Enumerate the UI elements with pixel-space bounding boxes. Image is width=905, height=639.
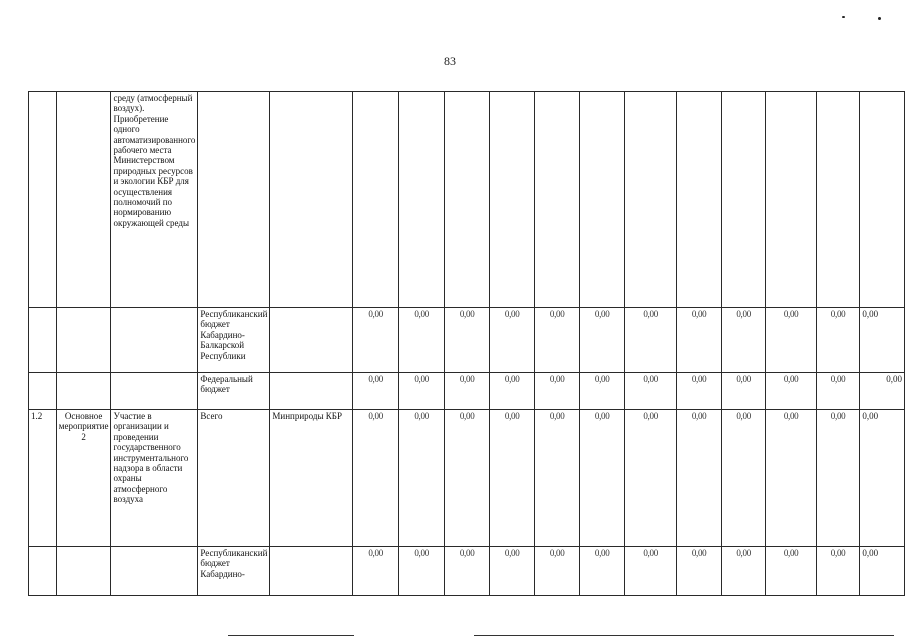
table-row	[29, 308, 905, 373]
value-cell	[721, 92, 766, 308]
value-cell: 0,00	[624, 410, 676, 547]
funding-source-cell: Федеральный бюджет	[198, 373, 270, 410]
name-cell	[111, 547, 198, 596]
value-cell: 0,00	[352, 547, 398, 596]
footer-rule	[228, 635, 354, 636]
value-cell: 0,00	[721, 373, 766, 410]
value-cell: 0,00	[721, 308, 766, 373]
page-number: 83	[444, 54, 456, 68]
value-cell: 0,00	[444, 373, 490, 410]
value-cell: 0,00	[490, 308, 535, 373]
scan-speck	[878, 17, 881, 20]
row-number-cell	[29, 92, 57, 308]
total-cell: 0,00	[860, 410, 905, 547]
value-cell: 0,00	[580, 410, 625, 547]
value-cell: 0,00	[352, 410, 398, 547]
value-cell: 0,00	[766, 410, 816, 547]
value-cell: 0,00	[399, 547, 445, 596]
funding-source-cell: Республиканский бюджет Кабардино-	[198, 547, 270, 596]
value-cell	[624, 92, 676, 308]
total-cell	[860, 92, 905, 308]
row-number-cell: 1.2	[29, 410, 57, 547]
value-cell: 0,00	[352, 308, 398, 373]
value-cell: 0,00	[766, 547, 816, 596]
value-cell: 0,00	[534, 308, 580, 373]
table-row	[29, 410, 905, 547]
value-cell: 0,00	[444, 410, 490, 547]
value-cell: 0,00	[534, 410, 580, 547]
table-row	[29, 547, 905, 596]
funding-source-cell: Всего	[198, 410, 270, 547]
value-cell: 0,00	[624, 308, 676, 373]
value-cell: 0,00	[816, 373, 860, 410]
table-row	[29, 373, 905, 410]
value-cell	[580, 92, 625, 308]
table-row	[29, 92, 905, 308]
name-cell	[111, 373, 198, 410]
value-cell: 0,00	[490, 373, 535, 410]
value-cell: 0,00	[399, 373, 445, 410]
value-cell: 0,00	[534, 373, 580, 410]
value-cell: 0,00	[580, 373, 625, 410]
value-cell: 0,00	[677, 373, 722, 410]
value-cell	[766, 92, 816, 308]
value-cell: 0,00	[534, 547, 580, 596]
value-cell: 0,00	[816, 410, 860, 547]
budget-table	[28, 91, 905, 596]
value-cell: 0,00	[721, 410, 766, 547]
scan-speck	[842, 16, 845, 18]
status-cell	[56, 547, 111, 596]
value-cell: 0,00	[766, 373, 816, 410]
status-cell: Основное мероприятие 2	[56, 410, 111, 547]
value-cell: 0,00	[721, 547, 766, 596]
value-cell: 0,00	[444, 308, 490, 373]
value-cell	[399, 92, 445, 308]
value-cell: 0,00	[766, 308, 816, 373]
value-cell	[444, 92, 490, 308]
executor-cell	[270, 308, 353, 373]
value-cell: 0,00	[677, 547, 722, 596]
executor-cell: Минприроды КБР	[270, 410, 353, 547]
value-cell	[490, 92, 535, 308]
value-cell	[534, 92, 580, 308]
name-cell: Участие в организации и проведении государственного инструментального надзора в области охраны атмосферного воздуха	[111, 410, 198, 547]
value-cell: 0,00	[816, 308, 860, 373]
value-cell: 0,00	[580, 547, 625, 596]
executor-cell	[270, 373, 353, 410]
total-cell: 0,00	[860, 547, 905, 596]
footer-rule	[474, 635, 894, 636]
executor-cell	[270, 92, 353, 308]
status-cell	[56, 308, 111, 373]
value-cell: 0,00	[490, 410, 535, 547]
name-cell: среду (атмосферный воздух). Приобретение одного автоматизированного рабочего места Министерством природных ресурсов и экологии КБР для осуществления полномочий по нормированию окружающей среды	[111, 92, 198, 308]
value-cell: 0,00	[352, 373, 398, 410]
total-cell: 0,00	[860, 308, 905, 373]
funding-source-cell	[198, 92, 270, 308]
value-cell: 0,00	[624, 547, 676, 596]
name-cell	[111, 308, 198, 373]
funding-source-cell: Республиканский бюджет Кабардино-Балкарской Республики	[198, 308, 270, 373]
value-cell: 0,00	[677, 308, 722, 373]
row-number-cell	[29, 547, 57, 596]
value-cell: 0,00	[490, 547, 535, 596]
value-cell	[352, 92, 398, 308]
total-cell: 0,00	[860, 373, 905, 410]
value-cell: 0,00	[624, 373, 676, 410]
value-cell: 0,00	[816, 547, 860, 596]
value-cell: 0,00	[444, 547, 490, 596]
executor-cell	[270, 547, 353, 596]
value-cell	[816, 92, 860, 308]
value-cell: 0,00	[580, 308, 625, 373]
row-number-cell	[29, 308, 57, 373]
value-cell: 0,00	[399, 410, 445, 547]
value-cell	[677, 92, 722, 308]
status-cell	[56, 373, 111, 410]
status-cell	[56, 92, 111, 308]
row-number-cell	[29, 373, 57, 410]
value-cell: 0,00	[399, 308, 445, 373]
value-cell: 0,00	[677, 410, 722, 547]
